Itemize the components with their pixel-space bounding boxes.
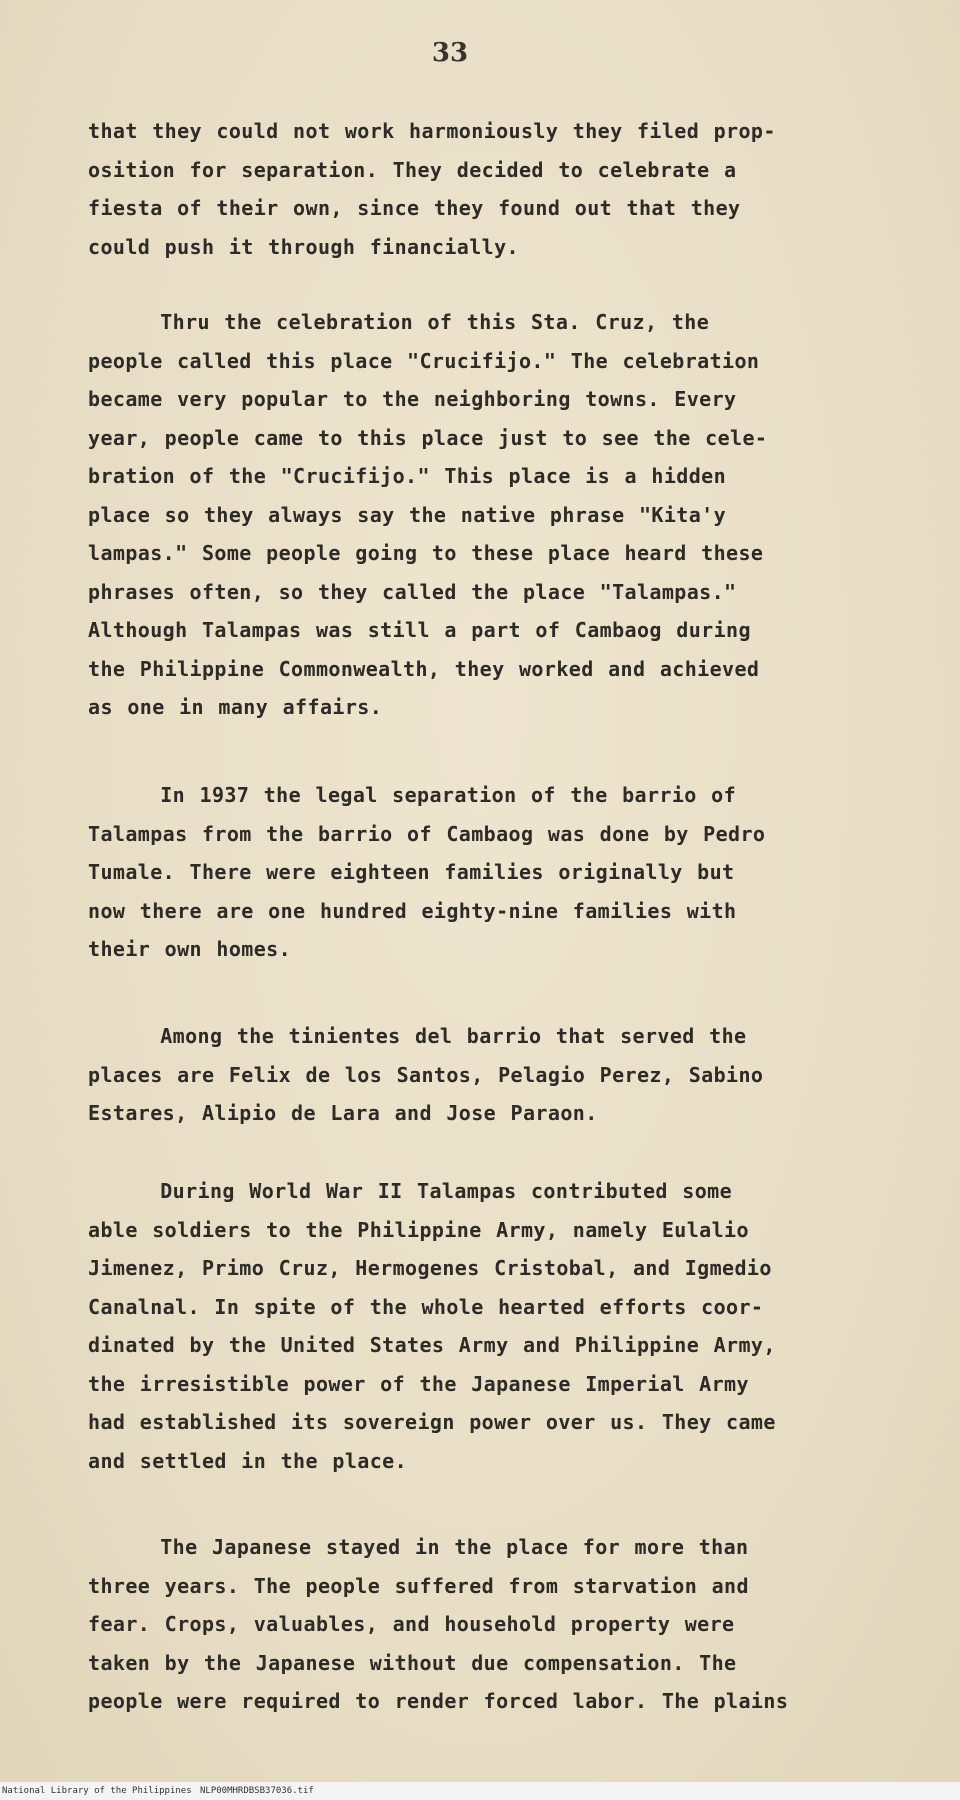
text-line: year, people came to this place just to see the cele- xyxy=(88,425,768,450)
text-line: three years. The people suffered from starvation and xyxy=(88,1573,749,1598)
text-line: osition for separation. They decided to celebrate a xyxy=(88,157,737,182)
text-line: Among the tinientes del barrio that served the xyxy=(88,1024,747,1048)
text-line: fear. Crops, valuables, and household property were xyxy=(88,1612,735,1636)
text-line: people were required to render forced labor. The plains xyxy=(88,1689,789,1713)
text-line: now there are one hundred eighty-nine families with xyxy=(88,898,737,923)
text-line: became very popular to the neighboring towns. Every xyxy=(88,387,737,411)
text-line: fiesta of their own, since they found out that they xyxy=(88,196,741,220)
text-line: lampas." Some people going to these place heard these xyxy=(88,541,764,565)
paragraph-2 xyxy=(88,303,888,727)
text-line: and settled in the place. xyxy=(88,1448,408,1473)
text-line: that they could not work harmoniously they filed prop- xyxy=(88,119,776,143)
footer-institution: National Library of the Philippines xyxy=(2,1786,192,1796)
text-line: the Philippine Commonwealth, they worked and achieved xyxy=(88,656,760,681)
text-line: had established its sovereign power over us. They came xyxy=(88,1410,776,1434)
text-line: places are Felix de los Santos, Pelagio Perez, Sabino xyxy=(88,1062,764,1087)
text-line: the irresistible power of the Japanese Imperial Army xyxy=(88,1371,749,1396)
text-line: place so they always say the native phrase "Kita'y xyxy=(88,502,727,527)
text-line: During World War II Talampas contributed some xyxy=(88,1179,733,1203)
text-line: bration of the "Crucifijo." This place is a hidden xyxy=(88,464,727,488)
text-line: In 1937 the legal separation of the barrio of xyxy=(88,783,737,807)
text-line: as one in many affairs. xyxy=(88,695,383,719)
page-number: 33 xyxy=(431,38,469,68)
text-line: Although Talampas was still a part of Cambaog during xyxy=(88,618,751,642)
text-line: Tumale. There were eighteen families originally but xyxy=(88,860,735,884)
text-line: dinated by the United States Army and Philippine Army, xyxy=(88,1333,776,1357)
text-line: Thru the celebration of this Sta. Cruz, the xyxy=(88,310,710,334)
text-line: The Japanese stayed in the place for more than xyxy=(88,1535,749,1559)
text-line: their own homes. xyxy=(88,937,292,961)
text-line: phrases often, so they called the place "Talampas." xyxy=(88,579,737,604)
paragraph-1 xyxy=(88,112,888,266)
scan-footer xyxy=(0,1782,960,1800)
paragraph-6 xyxy=(88,1528,888,1721)
paragraph-3 xyxy=(88,776,888,969)
paragraph-4 xyxy=(88,1017,888,1133)
text-line: could push it through financially. xyxy=(88,234,519,259)
text-line: Jimenez, Primo Cruz, Hermogenes Cristobal, and Igmedio xyxy=(88,1256,772,1280)
text-line: able soldiers to the Philippine Army, namely Eulalio xyxy=(88,1217,749,1242)
text-line: Talampas from the barrio of Cambaog was done by Pedro xyxy=(88,821,766,846)
text-line: people called this place "Crucifijo." The celebration xyxy=(88,348,760,373)
text-line: Canalnal. In spite of the whole hearted efforts coor- xyxy=(88,1294,764,1319)
footer-file-id: NLP00MHRDBSB37036.tif xyxy=(200,1786,314,1796)
text-line: taken by the Japanese without due compensation. The xyxy=(88,1650,737,1675)
text-line: Estares, Alipio de Lara and Jose Paraon. xyxy=(88,1101,598,1125)
paragraph-5 xyxy=(88,1172,888,1480)
